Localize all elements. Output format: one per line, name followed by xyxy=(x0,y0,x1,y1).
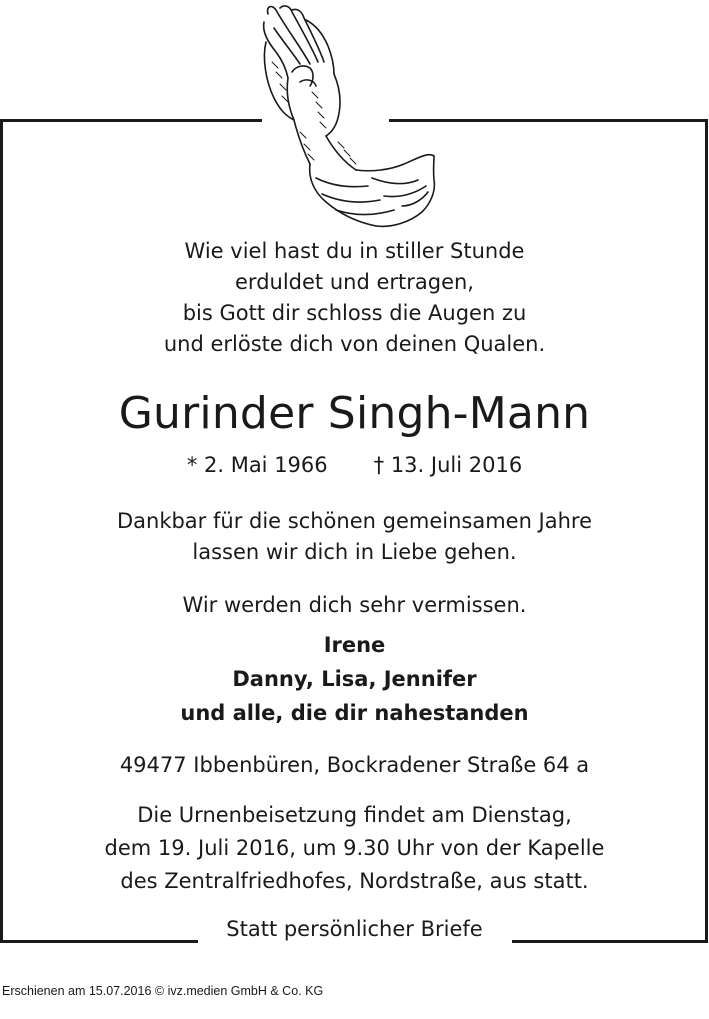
poem-line: und erlöste dich von deinen Qualen. xyxy=(163,332,546,356)
funeral-line: dem 19. Juli 2016, um 9.30 Uhr von der Kapelle xyxy=(104,836,605,860)
mourner-line: Danny, Lisa, Jennifer xyxy=(232,667,477,691)
letters-note: Statt persönlicher Briefe xyxy=(226,917,483,941)
poem-line: Wie viel hast du in stiller Stunde xyxy=(184,239,525,263)
poem-line: erduldet und ertragen, xyxy=(235,270,474,294)
life-dates xyxy=(0,450,709,480)
mourner-line: und alle, die dir nahestanden xyxy=(180,701,529,725)
funeral-line: Die Urnenbeisetzung findet am Dienstag, xyxy=(137,803,572,827)
frame-top-left-line xyxy=(0,119,262,122)
death-date: † 13. Juli 2016 xyxy=(373,453,523,477)
praying-hands-icon xyxy=(252,2,442,230)
deceased-name: Gurinder Singh-Mann xyxy=(118,388,591,439)
address: 49477 Ibbenbüren, Bockradener Straße 64 a xyxy=(119,753,590,777)
mourner-line: Irene xyxy=(323,633,386,657)
thanks-text xyxy=(0,506,709,568)
funeral-line: des Zentralfriedhofes, Nordstraße, aus statt. xyxy=(120,869,589,893)
birth-date: * 2. Mai 1966 xyxy=(186,453,328,477)
thanks-line: lassen wir dich in Liebe gehen. xyxy=(192,540,517,564)
poem-line: bis Gott dir schloss die Augen zu xyxy=(182,301,527,325)
publication-note: Erschienen am 15.07.2016 © ivz.medien GmbH & Co. KG xyxy=(2,984,324,998)
mourners xyxy=(0,628,709,730)
thanks-line: Dankbar für die schönen gemeinsamen Jahre xyxy=(116,509,593,533)
funeral-info xyxy=(0,799,709,898)
poem xyxy=(0,236,709,360)
miss-text: Wir werden dich sehr vermissen. xyxy=(182,593,527,617)
